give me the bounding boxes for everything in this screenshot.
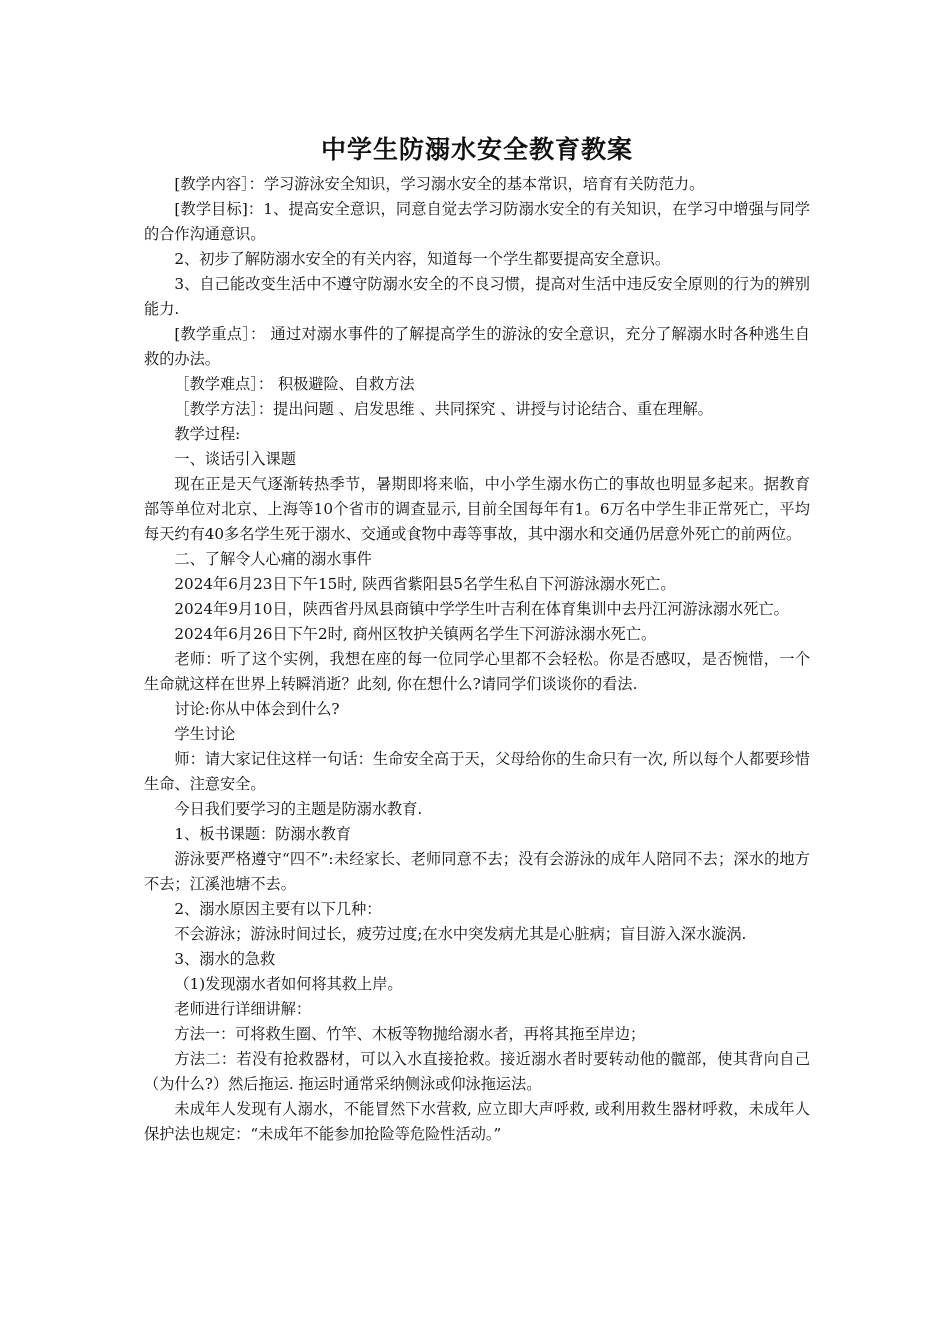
- blackboard-title: 1、板书课题：防溺水教育: [174, 825, 352, 843]
- teaching-method: ［教学方法］：提出问题 、启发思维 、共同探究 、讲授与讨论结合、重在理解。: [174, 400, 713, 418]
- causes-list: 不会游泳；游泳时间过长，疲劳过度;在水中突发病尤其是心脏病；盲目游入深水漩涡.: [174, 925, 747, 943]
- teaching-goal-1: [教学目标]：1、提高安全意识，同意自觉去学习防溺水安全的有关知识，在学习中增强与同学的合作沟通意识。: [144, 200, 810, 243]
- incident-2: 2024年9月10日，陕西省丹凤县商镇中学学生叶吉利在体育集训中去丹江河游泳溺水死亡。: [174, 600, 789, 618]
- rescue-question: （1)发现溺水者如何将其救上岸。: [174, 975, 403, 993]
- causes-heading: 2、溺水原因主要有以下几种：: [174, 900, 382, 918]
- lesson-topic: 今日我们要学习的主题是防溺水教育.: [174, 800, 423, 818]
- teaching-goal-3: 3、自己能改变生活中不遵守防溺水安全的不良习惯，提高对生活中违反安全原则的行为的辨别能力.: [144, 275, 810, 318]
- teaching-content: [教学内容］：学习游泳安全知识，学习溺水安全的基本常识，培育有关防范力。: [174, 175, 705, 193]
- teaching-focus: [教学重点］： 通过对溺水事件的了解提高学生的游泳的安全意识，充分了解溺水时各种逃生自救的办法。: [144, 325, 810, 368]
- incident-3: 2024年6月26日下午2时, 商州区牧护关镇两名学生下河游泳溺水死亡。: [174, 625, 657, 643]
- teacher-summary: 师：请大家记住这样一句话：生命安全高于天，父母给你的生命只有一次, 所以每个人都要珍惜生命、注意安全。: [144, 750, 810, 793]
- minor-rule: 未成年人发现有人溺水，不能冒然下水营救, 应立即大声呼救, 或利用救生器材呼救，未成年人保护法也规定：“未成年不能参加抢险等危险性活动。”: [144, 1100, 810, 1143]
- four-rules: 游泳要严格遵守“四不”:未经家长、老师同意不去；没有会游泳的成年人陪同不去；深水的地方不去；江溪池塘不去。: [144, 850, 810, 893]
- intro-paragraph: 现在正是天气逐渐转热季节，暑期即将来临，中小学生溺水伤亡的事故也明显多起来。据教育部等单位对北京、上海等10个省市的调查显示, 目前全国每年有1。6万名中学生非正常死亡，平均每天约有40多名学生死于溺水、交通或食物中毒等事故，其中溺水和交通仍居意外死亡的前两位。: [144, 475, 810, 543]
- section-2-heading: 二、了解令人心痛的溺水事件: [174, 550, 372, 568]
- teaching-process-heading: 教学过程:: [174, 425, 241, 443]
- discussion-prompt: 讨论:你从中体会到什么?: [174, 700, 340, 718]
- document-title: 中学生防溺水安全教育教案: [320, 135, 633, 164]
- first-aid-heading: 3、溺水的急救: [174, 950, 276, 968]
- method-1: 方法一：可将救生圈、竹竿、木板等物抛给溺水者，再将其拖至岸边；: [174, 1025, 646, 1043]
- teaching-difficulty: ［教学难点］： 积极避险、自救方法: [174, 375, 415, 393]
- student-discussion: 学生讨论: [174, 725, 236, 743]
- teaching-goal-2: 2、初步了解防溺水安全的有关内容，知道每一个学生都要提高安全意识。: [174, 250, 671, 268]
- section-1-heading: 一、谈话引入课题: [174, 450, 296, 468]
- method-2: 方法二：若没有抢救器材，可以入水直接抢救。接近溺水者时要转动他的髋部，使其背向自己（为什么?）然后拖运. 拖运时通常采纳侧泳或仰泳拖运法。: [144, 1050, 810, 1093]
- teacher-explanation: 老师进行详细讲解：: [174, 1000, 312, 1018]
- teacher-remark: 老师：听了这个实例，我想在座的每一位同学心里都不会轻松。你是否感叹，是否惋惜，一个生命就这样在世界上转瞬消逝？此刻, 你在想什么?请同学们谈谈你的看法.: [144, 650, 810, 693]
- incident-1: 2024年6月23日下午15时, 陕西省紫阳县5名学生私自下河游泳溺水死亡。: [174, 575, 676, 593]
